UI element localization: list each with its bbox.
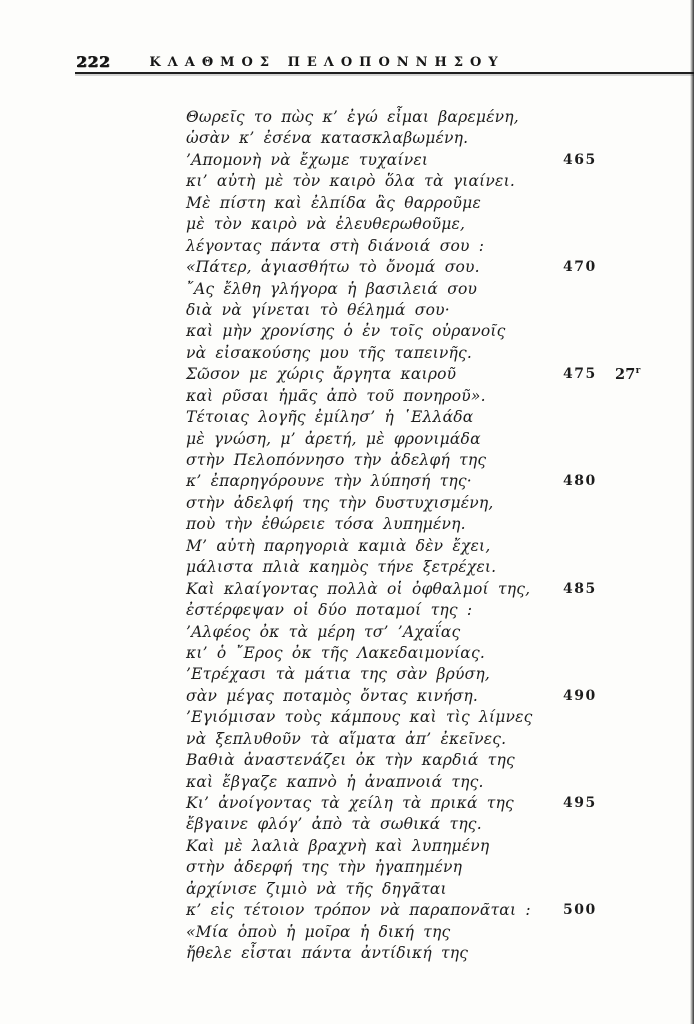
poem-line xyxy=(186,171,686,192)
poem-line xyxy=(186,772,686,793)
poem-line xyxy=(186,643,686,664)
poem-line-text: στὴν Πελοπόννησο τὴν ἀδελφή της xyxy=(186,451,487,469)
verse-line-number: 500 xyxy=(563,902,597,919)
poem-line xyxy=(186,686,686,707)
poem-line-text: διὰ νὰ γίνεται τὸ θέλημά σου· xyxy=(186,300,450,319)
poem-line xyxy=(186,450,686,471)
poem-line-text: ἀρχίνισε ζιμιὸ νὰ τῆς δηγᾶται xyxy=(186,879,447,898)
poem-line-text: «Μία ὁποὺ ἡ μοῖρα ἡ δική της xyxy=(186,922,451,941)
poem-line xyxy=(186,214,686,235)
poem-line-text: ἤθελε εἶσται πάντα ἀντίδική της xyxy=(186,944,469,963)
folio-mark xyxy=(615,364,641,385)
poem-line xyxy=(186,343,686,364)
poem-line-text: νὰ εἰσακούσης μου τῆς ταπεινῆς. xyxy=(186,343,473,362)
poem-line-text: «Πάτερ, ἁγιασθήτω τὸ ὄνομά σου. xyxy=(186,258,480,277)
running-title: ΚΛΑΘΜΟΣ ΠΕΛΟΠΟΝΝΗΣΟΥ xyxy=(149,55,505,70)
poem-line-text: νὰ ξεπλυθοῦν τὰ αἵματα ἀπ’ ἐκεῖνες. xyxy=(186,729,507,748)
poem-line xyxy=(186,622,686,643)
poem-line-text: μάλιστα πλιὰ καημὸς τήνε ξετρέχει. xyxy=(186,558,497,577)
poem-line-text: λέγοντας πάντα στὴ διάνοιά σου : xyxy=(186,236,485,255)
poem-line-text: μὲ γνώση, μ’ ἀρετή, μὲ φρονιμάδα xyxy=(186,429,481,448)
poem-line-text: Κι’ ἀνοίγοντας τὰ χείλη τὰ πρικά της xyxy=(186,794,514,812)
verse-line-number: 470 xyxy=(563,259,597,276)
poem-line xyxy=(186,150,686,171)
poem-line xyxy=(186,857,686,878)
poem-line xyxy=(186,407,686,428)
poem-line xyxy=(186,943,686,964)
poem xyxy=(186,107,686,965)
poem-line-text: στὴν ἀδερφή της τὴν ἠγαπημένη xyxy=(186,858,463,877)
verse-line-number: 465 xyxy=(563,151,597,168)
poem-line xyxy=(186,193,686,214)
poem-line xyxy=(186,879,686,900)
poem-line xyxy=(186,750,686,771)
poem-line-text: ’Ετρέχασι τὰ μάτια της σὰν βρύση, xyxy=(186,665,491,684)
poem-line-text: μὲ τὸν καιρὸ νὰ ἐλευθερωθοῦμε, xyxy=(186,215,466,234)
poem-line xyxy=(186,386,686,407)
poem-line xyxy=(186,300,686,321)
poem-line-text: ἔβγαινε φλόγ’ ἀπὸ τὰ σωθικά της. xyxy=(186,815,482,834)
poem-line xyxy=(186,579,686,600)
poem-line xyxy=(186,664,686,685)
poem-line-text: καὶ ρῦσαι ἡμᾶς ἀπὸ τοῦ πονηροῦ». xyxy=(186,386,486,405)
poem-line xyxy=(186,514,686,535)
poem-line xyxy=(186,814,686,835)
poem-line xyxy=(186,257,686,278)
poem-line xyxy=(186,128,686,149)
poem-line-text: καὶ ἔβγαζε καπνὸ ἡ ἀναπνοιά της. xyxy=(186,772,484,791)
poem-line xyxy=(186,557,686,578)
verse-line-number: 475 xyxy=(563,366,597,383)
poem-line-text: σὰν μέγας ποταμὸς ὄντας κινήση. xyxy=(186,686,479,705)
poem-line xyxy=(186,836,686,857)
poem-line-text: Μὲ πίστη καὶ ἐλπίδα ἂς θαρροῦμε xyxy=(186,193,481,212)
scan-edge-shadow xyxy=(690,0,694,1024)
poem-line xyxy=(186,600,686,621)
poem-line xyxy=(186,729,686,750)
poem-line-text: ’Εγιόμισαν τοὺς κάμπους καὶ τὶς λίμνες xyxy=(186,708,533,727)
poem-line-text: κι’ ὁ ῎Ερος ὀκ τῆς Λακεδαιμονίας. xyxy=(186,643,485,662)
page-number: 222 xyxy=(76,53,111,71)
poem-line xyxy=(186,364,686,385)
poem-line xyxy=(186,793,686,814)
poem-line xyxy=(186,236,686,257)
poem-line-text: Καὶ κλαίγοντας πολλὰ οἱ ὀφθαλμοί της, xyxy=(186,579,531,598)
poem-line-text: ’Απομονὴ νὰ ἔχωμε τυχαίνει xyxy=(186,150,429,169)
verse-line-number: 495 xyxy=(563,795,597,811)
poem-line xyxy=(186,493,686,514)
poem-line-text: καὶ μὴν χρονίσης ὁ ἐν τοῖς οὐρανοῖς xyxy=(186,322,506,341)
folio-sup: r xyxy=(635,366,641,377)
poem-line xyxy=(186,321,686,342)
verse-line-number: 480 xyxy=(563,473,597,490)
poem-line xyxy=(186,922,686,943)
poem-line-text: ῎Ας ἔλθη γλήγορα ἡ βασιλειά σου xyxy=(186,279,478,298)
poem-line xyxy=(186,900,686,921)
poem-line xyxy=(186,707,686,728)
poem-line-text: Θωρεῖς το πὼς κ’ ἐγώ εἶμαι βαρεμένη, xyxy=(186,108,519,126)
poem-line xyxy=(186,107,686,128)
verse-line-number: 485 xyxy=(563,580,597,597)
poem-line-text: στὴν ἀδελφή της τὴν δυστυχισμένη, xyxy=(186,493,494,512)
header-rule xyxy=(75,72,694,74)
poem-line-text: ἐστέρφεψαν οἱ δύο ποταμοί της : xyxy=(186,601,473,620)
poem-line-text: Βαθιὰ ἀναστενάζει ὀκ τὴν καρδιά της xyxy=(186,751,515,770)
poem-line-text: Τέτοιας λογῆς ἐμίλησ’ ἡ ῾Ελλάδα xyxy=(186,408,474,427)
poem-line xyxy=(186,429,686,450)
poem-line-text: Καὶ μὲ λαλιὰ βραχνὴ καὶ λυπημένη xyxy=(186,836,490,855)
poem-line-text: ὡσὰν κ’ ἐσένα κατασκλαβωμένη. xyxy=(186,129,469,148)
folio-base: 27 xyxy=(615,366,636,384)
poem-line-text: Σῶσον με χώρις ἄργητα καιροῦ xyxy=(186,365,457,384)
poem-line-text: κι’ αὐτὴ μὲ τὸν καιρὸ ὅλα τὰ γιαίνει. xyxy=(186,172,515,191)
poem-line-text: ’Αλφέος ὀκ τὰ μέρη τσ’ ’Αχαΐας xyxy=(186,622,461,641)
poem-line-text: κ’ εἰς τέτοιον τρόπον νὰ παραπονᾶται : xyxy=(186,901,531,920)
verse-line-number: 490 xyxy=(563,687,597,704)
poem-line-text: Μ’ αὐτὴ παρηγοριὰ καμιὰ δὲν ἔχει, xyxy=(186,536,491,555)
poem-line-text: κ’ ἐπαρηγόρουνε τὴν λύπησή της· xyxy=(186,472,472,491)
poem-line xyxy=(186,536,686,557)
poem-line xyxy=(186,279,686,300)
poem-line xyxy=(186,471,686,492)
poem-line-text: ποὺ τὴν ἐθώρειε τόσα λυπημένη. xyxy=(186,515,466,534)
